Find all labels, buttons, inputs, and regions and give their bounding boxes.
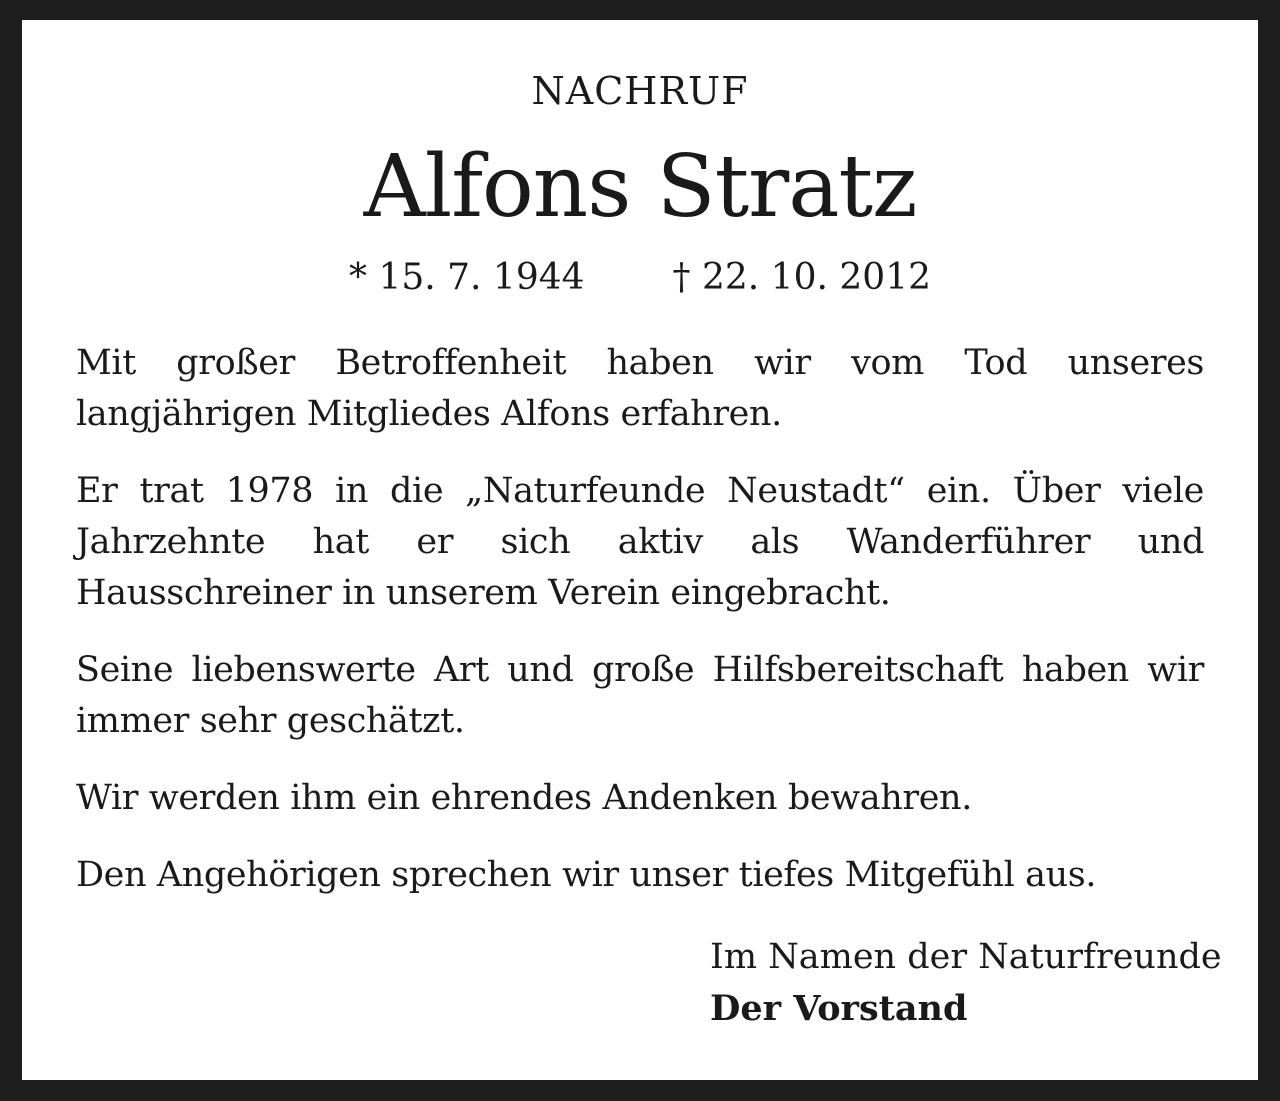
- body-paragraph: Wir werden ihm ein ehrendes Andenken bewahren.: [76, 778, 972, 818]
- signature-name: Der Vorstand: [710, 988, 968, 1029]
- death-date: † 22. 10. 2012: [672, 257, 931, 298]
- life-dates: [22, 257, 1258, 298]
- body-paragraph: Mit großer Betroffenheit haben wir vom Tod unseres langjährigen Mitgliedes Alfons erfahren.: [76, 343, 1204, 434]
- deceased-name: Alfons Stratz: [363, 137, 917, 237]
- notice-body: [76, 338, 1204, 927]
- signature-block: [710, 932, 1222, 1034]
- birth-date: * 15. 7. 1944: [349, 257, 585, 298]
- obituary-notice: [22, 20, 1258, 1080]
- signature-line: Im Namen der Naturfreunde: [710, 937, 1222, 977]
- notice-heading: NACHRUF: [531, 69, 749, 113]
- body-paragraph: Seine liebenswerte Art und große Hilfsbereitschaft haben wir immer sehr geschätzt.: [76, 650, 1204, 741]
- body-paragraph: Er trat 1978 in die „Naturfeunde Neustadt“ ein. Über viele Jahrzehnte hat er sich aktiv als Wanderführer und Hausschreiner in unserem Verein eingebracht.: [76, 471, 1204, 613]
- body-paragraph: Den Angehörigen sprechen wir unser tiefes Mitgefühl aus.: [76, 855, 1097, 895]
